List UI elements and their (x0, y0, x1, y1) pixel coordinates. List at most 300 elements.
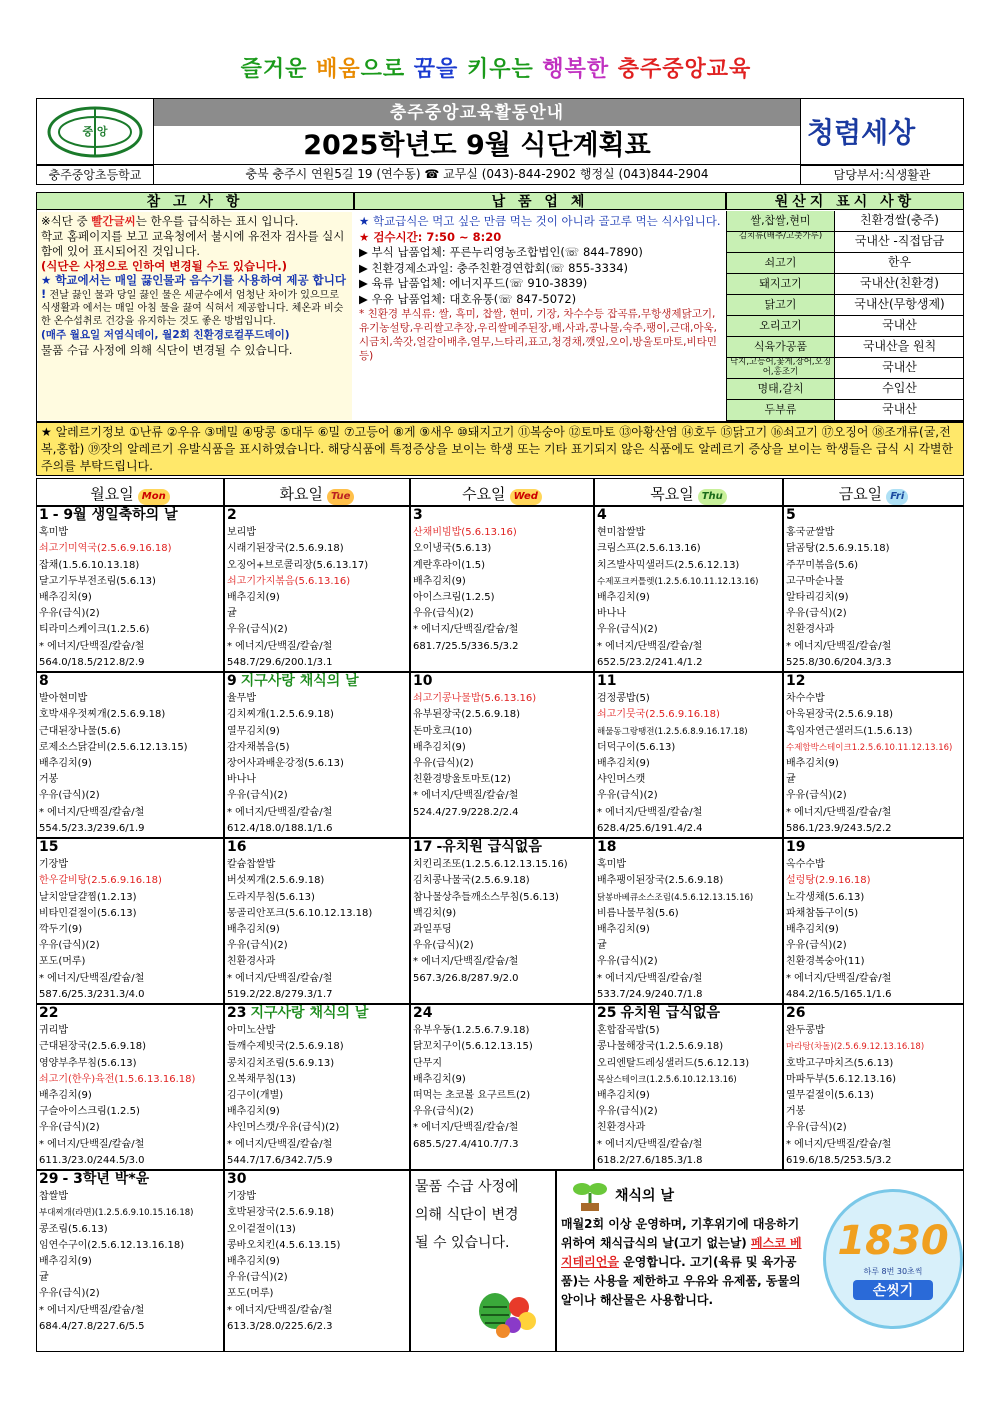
menu-day-number: 2 (227, 507, 237, 523)
origin-item: 식육가공품 (727, 337, 835, 357)
menu-item: 우유(급식)(2) (39, 1122, 100, 1134)
menu-item: 산채비빔밥(5.6.13.16) (413, 527, 517, 539)
menu-day-number: 25 (597, 1005, 617, 1021)
menu-item: * 에너지/단백질/칼슘/철 (597, 972, 703, 984)
menu-day-number: 9 (227, 673, 237, 689)
menu-item: 오이겉절이(13) (227, 1223, 296, 1235)
menu-item: 612.4/18.0/188.1/1.6 (227, 822, 333, 834)
menu-day-number: 15 (39, 839, 59, 855)
menu-item: 돈마호크(10) (413, 725, 473, 737)
menu-item: 콩조림(5.6.13) (39, 1223, 108, 1235)
supplier-line-7: * 친환경 부식류: 쌀, 흑미, 찹쌀, 현미, 기장, 차수수등 잡곡류,무항생제닭고기,유기농설탕,우리쌀고추장,우리쌀메주된장,배,사과,콩나물,숙주,팽이,근대,아욱,시금치,쑥갓,얼갈이배추,열무,느타리,표고,청경채,깻잎,오이,방울토마토,비타민 등) (359, 308, 717, 362)
menu-day-header (413, 673, 591, 691)
menu-day-header (597, 839, 780, 857)
menu-item: 부대찌개(라면)(1.2.5.6.9.10.15.16.18) (39, 1208, 194, 1219)
origin-country: 국내산 (882, 360, 917, 374)
menu-item: 652.5/23.2/241.4/1.2 (597, 656, 703, 668)
menu-item: 노각생채(5.6.13) (786, 891, 865, 903)
menu-day-event: 지구사랑 채식의 날 (240, 673, 359, 689)
menu-item: * 에너지/단백질/칼슘/철 (227, 806, 333, 818)
note-lowsalt: (매주 월요일 저염식데이, 월2회 친환경로컬푸드데이) (41, 329, 290, 341)
menu-item: 닭곰탕(2.5.6.9.15.18) (786, 543, 890, 555)
menu-item: * 에너지/단백질/칼슘/철 (597, 640, 703, 652)
menu-day-number: 29 (39, 1171, 59, 1187)
menu-item: 우유(급식)(2) (39, 790, 100, 802)
slogan-part: 즐거운 (240, 57, 317, 82)
supply-note: 물품 수급 사정에 의해 식단이 변경될 수 있습니다. (415, 1179, 519, 1251)
menu-day-header (39, 673, 221, 691)
school-name: 충주중앙초등학교 (36, 165, 154, 185)
menu-item: 587.6/25.3/231.3/4.0 (39, 988, 145, 1000)
menu-item: 귀리밥 (39, 1025, 68, 1037)
menu-item: 귤 (597, 940, 607, 952)
menu-item: 포도(머루) (227, 1288, 274, 1300)
emblem-text: 중 앙 (82, 125, 108, 138)
menu-item: 콩바오치킨(4.5.6.13.15) (227, 1239, 341, 1251)
suppliers-panel (356, 212, 724, 420)
dept-name: 담당부서:식생활관 (800, 165, 964, 185)
origin-row (727, 316, 964, 337)
menu-item: * 에너지/단백질/칼슘/철 (39, 640, 145, 652)
veg-text-a: 매월2회 이상 운영하며, 기후위기에 대응하기 위하여 채식급식의 날(고기 없는날) (561, 1217, 800, 1250)
menu-item: 옥수수밥 (786, 859, 825, 871)
menu-item: 김치콩나물국(2.5.6.9.18) (413, 875, 530, 887)
menu-day-header (39, 839, 221, 857)
menu-item: 524.4/27.9/228.2/2.4 (413, 806, 519, 818)
menu-item: 613.3/28.0/225.6/2.3 (227, 1320, 333, 1332)
menu-item: 유부된장국(2.5.6.9.18) (413, 709, 520, 721)
brand-text: 청렴세상 (807, 116, 916, 149)
veg-text-highlight: 페스코 베지테리언을 (561, 1236, 802, 1269)
origin-country: 국내산 (882, 402, 917, 416)
slogan-part: 충주중앙교육 (617, 57, 752, 82)
menu-item: 오복채무침(13) (227, 1073, 296, 1085)
menu-item: 우유(급식)(2) (597, 1106, 658, 1118)
menu-day-header (597, 507, 780, 525)
header-subtitle: 충주중앙교육활동안내 (154, 98, 800, 126)
menu-item: 파채참돔구이(5) (786, 907, 859, 919)
menu-item: 쇠고기뭇국(2.5.6.9.16.18) (597, 709, 720, 721)
menu-item: 567.3/26.8/287.9/2.0 (413, 972, 519, 984)
menu-item: 우유(급식)(2) (39, 940, 100, 952)
menu-day-number: 11 (597, 673, 617, 689)
menu-item: 우유(급식)(2) (227, 624, 288, 636)
menu-item: 오이냉국(5.6.13) (413, 543, 492, 555)
menu-item: * 에너지/단백질/칼슘/철 (227, 972, 333, 984)
slogan-part: 키우는 (466, 57, 543, 82)
menu-day-number: 16 (227, 839, 247, 855)
menu-item: 우유(급식)(2) (227, 790, 288, 802)
menu-item: 우유(급식)(2) (227, 940, 288, 952)
menu-item: 배추김치(9) (39, 1090, 92, 1102)
menu-item: 보리밥 (227, 527, 256, 539)
origin-header: 원산지 표시 사항 (726, 192, 964, 210)
menu-item: 우유(급식)(2) (413, 940, 474, 952)
menu-item: 현미찹쌀밥 (597, 527, 646, 539)
menu-item: 우유(급식)(2) (413, 758, 474, 770)
menu-item: 차수수밥 (786, 693, 825, 705)
vegetarian-day-title: 채식의 날 (615, 1188, 674, 1204)
menu-day-header (786, 673, 961, 691)
menu-day-header (227, 839, 407, 857)
menu-day-cell (594, 838, 783, 1004)
menu-item: 잡채(1.5.6.10.13.18) (39, 559, 140, 571)
vegetarian-day-text (561, 1215, 811, 1310)
menu-day-header (413, 839, 591, 857)
menu-item: 오징어+브로콜리장(5.6.13.17) (227, 559, 369, 571)
menu-day-cell (224, 1004, 410, 1170)
menu-day-number: 30 (227, 1171, 247, 1187)
menu-item: 바나나 (227, 774, 256, 786)
menu-day-cell (36, 1170, 224, 1352)
menu-item: 칼슘찹쌀밥 (227, 859, 276, 871)
note-supply: 물품 수급 사정에 의해 식단이 변경될 수 있습니다. (41, 343, 293, 357)
menu-item: 참나물상추들깨소스무침(5.6.13) (413, 891, 559, 903)
menu-day-cell (224, 672, 410, 838)
menu-day-event: 지구사랑 채식의 날 (250, 1005, 369, 1021)
origin-country: 국내산(친환경) (860, 276, 939, 290)
menu-day-cell (410, 1004, 594, 1170)
menu-item: 떠먹는 초코볼 요구르트(2) (413, 1090, 531, 1102)
origin-item: 쌀,찹쌀,현미 (727, 211, 835, 231)
menu-item: 몽골리안포크(5.6.10.12.13.18) (227, 907, 373, 919)
weekday-thu (594, 478, 783, 506)
weekday-header (36, 478, 964, 506)
menu-item: 바나나 (597, 608, 626, 620)
menu-day-number: 10 (413, 673, 433, 689)
menu-item: 알타리김치(9) (786, 592, 849, 604)
menu-item: 발아현미밥 (39, 693, 88, 705)
menu-item: 더덕구이(5.6.13) (597, 741, 676, 753)
menu-item: * 에너지/단백질/칼슘/철 (39, 1138, 145, 1150)
menu-item: 치킨리조또(1.2.5.6.12.13.15.16) (413, 859, 568, 871)
supplier-line-3: ▶ 부식 납품업체: 푸른누리영농조합법인(☏ 844-7890) (359, 245, 643, 259)
menu-item: 배추김치(9) (227, 924, 280, 936)
menu-day-header (227, 507, 407, 525)
menu-item: 닭봉바베큐소스조림(4.5.6.12.13.15.16) (597, 892, 754, 903)
sprout-icon (573, 1177, 607, 1215)
menu-item: 영양부추무침(5.6.13) (39, 1057, 137, 1069)
menu-item: 유부우동(1.2.5.6.7.9.18) (413, 1025, 530, 1037)
menu-item: 533.7/24.9/240.7/1.8 (597, 988, 703, 1000)
menu-day-cell (224, 506, 410, 672)
menu-day-header (413, 507, 591, 525)
menu-item: 배추김치(9) (597, 1090, 650, 1102)
menu-item: 과일푸딩 (413, 924, 452, 936)
menu-day-number: 17 (413, 839, 433, 855)
menu-item: 우유(급식)(2) (786, 1122, 847, 1134)
menu-day-header (227, 1171, 407, 1189)
brand-box (800, 98, 964, 165)
menu-item: 우유(급식)(2) (597, 790, 658, 802)
origin-country: 친환경쌀(충주) (860, 213, 939, 227)
supplier-line-5: ▶ 육류 납품업체: 에너지푸드(☏ 910-3839) (359, 276, 588, 290)
origin-country: 수입산 (882, 381, 917, 395)
menu-item: 618.2/27.6/185.3/1.8 (597, 1154, 703, 1166)
menu-day-number: 19 (786, 839, 806, 855)
slogan-part: 행복한 (542, 57, 618, 82)
supply-note-cell (410, 1170, 556, 1352)
menu-day-number: 8 (39, 673, 49, 689)
menu-day-number: 26 (786, 1005, 806, 1021)
menu-item: 554.5/23.3/239.6/1.9 (39, 822, 145, 834)
menu-item: 친환경사과 (597, 1122, 646, 1134)
origin-item: 돼지고기 (727, 274, 835, 294)
menu-day-event: - 3학년 박*윤 (62, 1171, 150, 1187)
note-homepage: 학교 홈페이지를 보고 교육청에서 불시에 유전자 검사를 실시함에 있어 표시되어진 것입니다. (41, 229, 345, 258)
menu-item: 우유(급식)(2) (39, 608, 100, 620)
origin-row (727, 253, 964, 274)
menu-item: 주꾸미볶음(5.6) (786, 559, 859, 571)
menu-day-header (597, 1005, 780, 1023)
origin-item: 김치류(배추/고춧가루) (727, 232, 835, 252)
slogan-part: 으로 (360, 57, 414, 82)
menu-item: 혹미밥 (39, 527, 68, 539)
handwash-number: 1830 (837, 1218, 949, 1264)
handwash-caption: 하루 8번 30초씩 (863, 1267, 923, 1276)
menu-item: 율무밥 (227, 693, 256, 705)
menu-day-header (597, 673, 780, 691)
menu-item: * 에너지/단백질/칼슘/철 (413, 624, 519, 636)
menu-item: 배추김치(9) (39, 758, 92, 770)
menu-item: 한우갈비탕(2.5.6.9.16.18) (39, 875, 162, 887)
menu-item: 장어사과배운강정(5.6.13) (227, 758, 344, 770)
weekday-label: 수요일 (462, 485, 506, 503)
menu-day-event: 유치원 급식없음 (620, 1005, 721, 1021)
origin-item: 명태,갈치 (727, 379, 835, 399)
allergy-info: ★ 알레르기정보 ①난류 ②우유 ③메밀 ④땅콩 ⑤대두 ⑥밀 ⑦고등어 ⑧게 ⑨새우 ⑩돼지고기 ⑪복숭아 ⑫토마토 ⑬아황산염 ⑭호두 ⑮닭고기 ⑯쇠고기 ⑰오징어 ⑱조개류(굴,전복,홍합) ⑲잣의 알레르기 유발식품을 표시하였습니다. 해당식품에 특정증상을 보이는 학생 또는 기타 표기되지 않은 식품에도 알레르기 증상을 보이는 학생들은 급식 시 각별한 주의를 부탁드립니다. (36, 422, 964, 476)
menu-item: 콩치김치조림(5.6.9.13) (227, 1057, 335, 1069)
menu-item: 열무겉절이(5.6.13) (786, 1090, 874, 1102)
menu-item: 귤 (786, 774, 796, 786)
menu-item: 우유(급식)(2) (786, 790, 847, 802)
menu-day-cell (783, 838, 964, 1004)
menu-item: 혼합잡곡밥(5) (597, 1025, 660, 1037)
menu-item: 비타민겉절이(5.6.13) (39, 907, 137, 919)
weekday-fri (783, 478, 964, 506)
menu-item: 김구이(개별) (227, 1090, 284, 1102)
menu-item: 우유(급식)(2) (413, 608, 474, 620)
weekday-mon (36, 478, 224, 506)
school-emblem (45, 105, 145, 159)
page-title: 2025학년도 9월 식단계획표 (154, 126, 800, 165)
origin-row (727, 211, 964, 232)
menu-item: 시래기된장국(2.5.6.9.18) (227, 543, 344, 555)
menu-day-number: 3 (413, 507, 423, 523)
menu-item: 수제포크커틀렛(1.2.5.6.10.11.12.13.16) (597, 576, 759, 587)
origin-item: 쇠고기 (727, 253, 835, 273)
menu-item: 닭꼬치구이(5.6.12.13.15) (413, 1041, 533, 1053)
menu-item: * 에너지/단백질/칼슘/철 (39, 806, 145, 818)
menu-day-header (227, 673, 407, 691)
menu-item: 혹미밥 (597, 859, 626, 871)
menu-item: 근대된장나물(5.6) (39, 725, 121, 737)
menu-item: 배추김치(9) (597, 924, 650, 936)
menu-item: 마파두부(5.6.12.13.16) (786, 1073, 897, 1085)
menu-item: 샤인머스캣 (597, 774, 646, 786)
menu-item: 684.4/27.8/227.6/5.5 (39, 1320, 145, 1332)
supplier-line-2: ★ 검수시간: 7:50 ~ 8:20 (359, 229, 502, 244)
menu-item: 친환경사과 (227, 956, 276, 968)
menu-item: * 에너지/단백질/칼슘/철 (786, 1138, 892, 1150)
origin-row (727, 295, 964, 316)
menu-item: * 에너지/단백질/칼슘/철 (413, 956, 519, 968)
menu-item: 628.4/25.6/191.4/2.4 (597, 822, 703, 834)
menu-item: 우유(급식)(2) (39, 1288, 100, 1300)
menu-day-cell (410, 838, 594, 1004)
menu-item: 호박된장국(2.5.6.9.18) (227, 1207, 334, 1219)
suppliers-header: 납 품 업 체 (354, 192, 726, 210)
menu-item: 달고기두부전조림(5.6.13) (39, 575, 156, 587)
menu-item: 호박새우젓찌개(2.5.6.9.18) (39, 709, 166, 721)
menu-item: 배추김치(9) (227, 1256, 280, 1268)
menu-item: 거봉 (39, 774, 59, 786)
menu-item: 들깨수제빗국(2.5.6.9.18) (227, 1041, 344, 1053)
origin-item: 낙지,고등어,꽃게,장어,오징어,홍조기 (727, 358, 835, 378)
menu-day-number: 24 (413, 1005, 433, 1021)
menu-day-cell (410, 506, 594, 672)
menu-item: 우유(급식)(2) (227, 1272, 288, 1284)
weekday-english-badge: Wed (510, 489, 542, 505)
menu-item: 해물동그랑땡전(1.2.5.6.8.9.16.17.18) (597, 726, 748, 737)
menu-item: 목살스테이크(1.2.5.6.10.12.13.16) (597, 1074, 737, 1085)
slogan-part: 배움 (316, 57, 361, 82)
menu-item: 도라지무침(5.6.13) (227, 891, 315, 903)
menu-item: 배추김치(9) (597, 592, 650, 604)
menu-item: 고구마순나물 (786, 575, 844, 587)
weekday-label: 목요일 (650, 485, 694, 503)
menu-item: 계란후라이(1.5) (413, 559, 486, 571)
supplier-line-6: ▶ 우유 납품업체: 대호유통(☏ 847-5072) (359, 291, 577, 306)
menu-item: 흑임자연근샐러드(1.5.6.13) (786, 725, 913, 737)
menu-day-number: 22 (39, 1005, 59, 1021)
menu-item: 519.2/22.8/279.3/1.7 (227, 988, 333, 1000)
menu-item: 우유(급식)(2) (597, 624, 658, 636)
menu-item: 배추김치(9) (39, 592, 92, 604)
weekday-english-badge: Mon (138, 489, 170, 505)
menu-item: 단무지 (413, 1057, 442, 1069)
menu-day-header (39, 1171, 221, 1189)
veg-text-b: 운영합니다. 고기(육류 및 육가공품)는 사용을 제한하고 우유와 유제품, 동물의 알이나 해산물은 사용합니다. (561, 1255, 801, 1307)
menu-item: 구슬아이스크림(1.2.5) (39, 1106, 140, 1118)
menu-day-number: 12 (786, 673, 806, 689)
menu-day-header (39, 1005, 221, 1023)
menu-item: 호박고구마치즈(5.6.13) (786, 1057, 894, 1069)
handwash-badge (823, 1189, 963, 1329)
menu-day-header (227, 1005, 407, 1023)
menu-item: 685.5/27.4/410.7/7.3 (413, 1138, 519, 1150)
menu-item: * 에너지/단백질/칼슘/철 (227, 1138, 333, 1150)
menu-day-cell (36, 672, 224, 838)
origin-row (727, 337, 964, 358)
menu-item: 우유(급식)(2) (786, 608, 847, 620)
menu-item: 비름나물무침(5.6) (597, 907, 679, 919)
menu-item: * 에너지/단백질/칼슘/철 (227, 1304, 333, 1316)
menu-day-header (786, 507, 961, 525)
menu-item: 수제함박스테이크1.2.5.6.10.11.12.13.16) (786, 742, 953, 753)
menu-item: 친환경사과 (786, 624, 835, 636)
menu-day-cell (224, 1170, 410, 1352)
menu-item: 샤인머스캣/우유(급식)(2) (227, 1122, 340, 1134)
menu-item: 홍국균쌀밥 (786, 527, 835, 539)
menu-item: 콩나물해장국(1.2.5.6.9.18) (597, 1041, 724, 1053)
menu-day-header (413, 1005, 591, 1023)
menu-item: 버섯찌개(2.5.6.9.18) (227, 875, 325, 887)
menu-day-cell (594, 506, 783, 672)
menu-item: 우유(급식)(2) (597, 956, 658, 968)
note-red-text: ※식단 중 빨간글씨는 한우를 급식하는 표시 입니다. (41, 214, 299, 228)
menu-item: * 에너지/단백질/칼슘/철 (597, 1138, 703, 1150)
menu-item: * 에너지/단백질/칼슘/철 (227, 640, 333, 652)
weekday-wed (410, 478, 594, 506)
origin-country: 국내산 -직접담금 (854, 234, 945, 248)
fruit-basket-icon (473, 1277, 541, 1349)
menu-item: * 에너지/단백질/칼슘/철 (786, 972, 892, 984)
origin-row (727, 232, 964, 253)
menu-item: 완두콩밥 (786, 1025, 825, 1037)
menu-item: 배추김치(9) (413, 741, 466, 753)
menu-day-cell (36, 506, 224, 672)
weekday-tue (224, 478, 410, 506)
menu-grid (36, 506, 964, 1352)
menu-item: 기장밥 (39, 859, 68, 871)
menu-item: 귤 (227, 608, 237, 620)
menu-item: 검정콩밥(5) (597, 693, 650, 705)
origin-row (727, 358, 964, 379)
menu-item: * 에너지/단백질/칼슘/철 (597, 806, 703, 818)
menu-item: 배추김치(9) (413, 1073, 466, 1085)
note-change: (식단은 사정으로 인하여 변경될 수도 있습니다.) (41, 259, 287, 273)
menu-item: 681.7/25.5/336.5/3.2 (413, 640, 519, 652)
menu-item: 배추김치(9) (597, 758, 650, 770)
menu-item: 배추김치(9) (786, 758, 839, 770)
menu-item: 아미노산밥 (227, 1025, 276, 1037)
origin-item: 오리고기 (727, 316, 835, 336)
menu-item: 544.7/17.6/342.7/5.9 (227, 1154, 333, 1166)
slogan (0, 52, 992, 83)
menu-item: 마라탕(차돌)(2.5.6.9.12.13.16.18) (786, 1042, 925, 1053)
menu-item: 우유(급식)(2) (413, 1106, 474, 1118)
menu-day-cell (783, 1004, 964, 1170)
menu-day-number: 5 (786, 507, 796, 523)
menu-day-cell (410, 672, 594, 838)
menu-item: 거봉 (786, 1106, 806, 1118)
menu-item: 564.0/18.5/212.8/2.9 (39, 656, 145, 668)
menu-item: 548.7/29.6/200.1/3.1 (227, 656, 333, 668)
menu-day-number: 23 (227, 1005, 247, 1021)
school-address: 충북 충주시 연원5길 19 (연수동) ☎ 교무실 (043)-844-2902 행정실 (043)844-2904 (154, 165, 800, 185)
menu-day-cell (594, 1004, 783, 1170)
menu-item: 날치알달걀찜(1.2.13) (39, 891, 137, 903)
menu-item: 기장밥 (227, 1191, 256, 1203)
menu-item: * 에너지/단백질/칼슘/철 (39, 972, 145, 984)
menu-item: 티라미스케이크(1.2.5.6) (39, 624, 150, 636)
origin-country: 국내산 (882, 318, 917, 332)
menu-day-cell (783, 506, 964, 672)
menu-item: 619.6/18.5/253.5/3.2 (786, 1154, 892, 1166)
menu-item: 임연수구이(2.5.6.12.13.16.18) (39, 1239, 185, 1251)
menu-item: 586.1/23.9/243.5/2.2 (786, 822, 892, 834)
menu-item: 김치찌개(1.2.5.6.9.18) (227, 709, 334, 721)
menu-day-header (786, 1005, 961, 1023)
menu-day-cell (594, 672, 783, 838)
menu-item: * 에너지/단백질/칼슘/철 (413, 790, 519, 802)
supplier-line-1: ★ 학교급식은 먹고 싶은 만큼 먹는 것이 아니라 골고루 먹는 식사입니다. (359, 214, 721, 228)
menu-day-event: - 9월 생일축하의 날 (52, 507, 178, 523)
menu-item: * 에너지/단백질/칼슘/철 (786, 640, 892, 652)
menu-day-event: -유치원 급식없음 (436, 839, 542, 855)
menu-item: 배추김치(9) (39, 1256, 92, 1268)
